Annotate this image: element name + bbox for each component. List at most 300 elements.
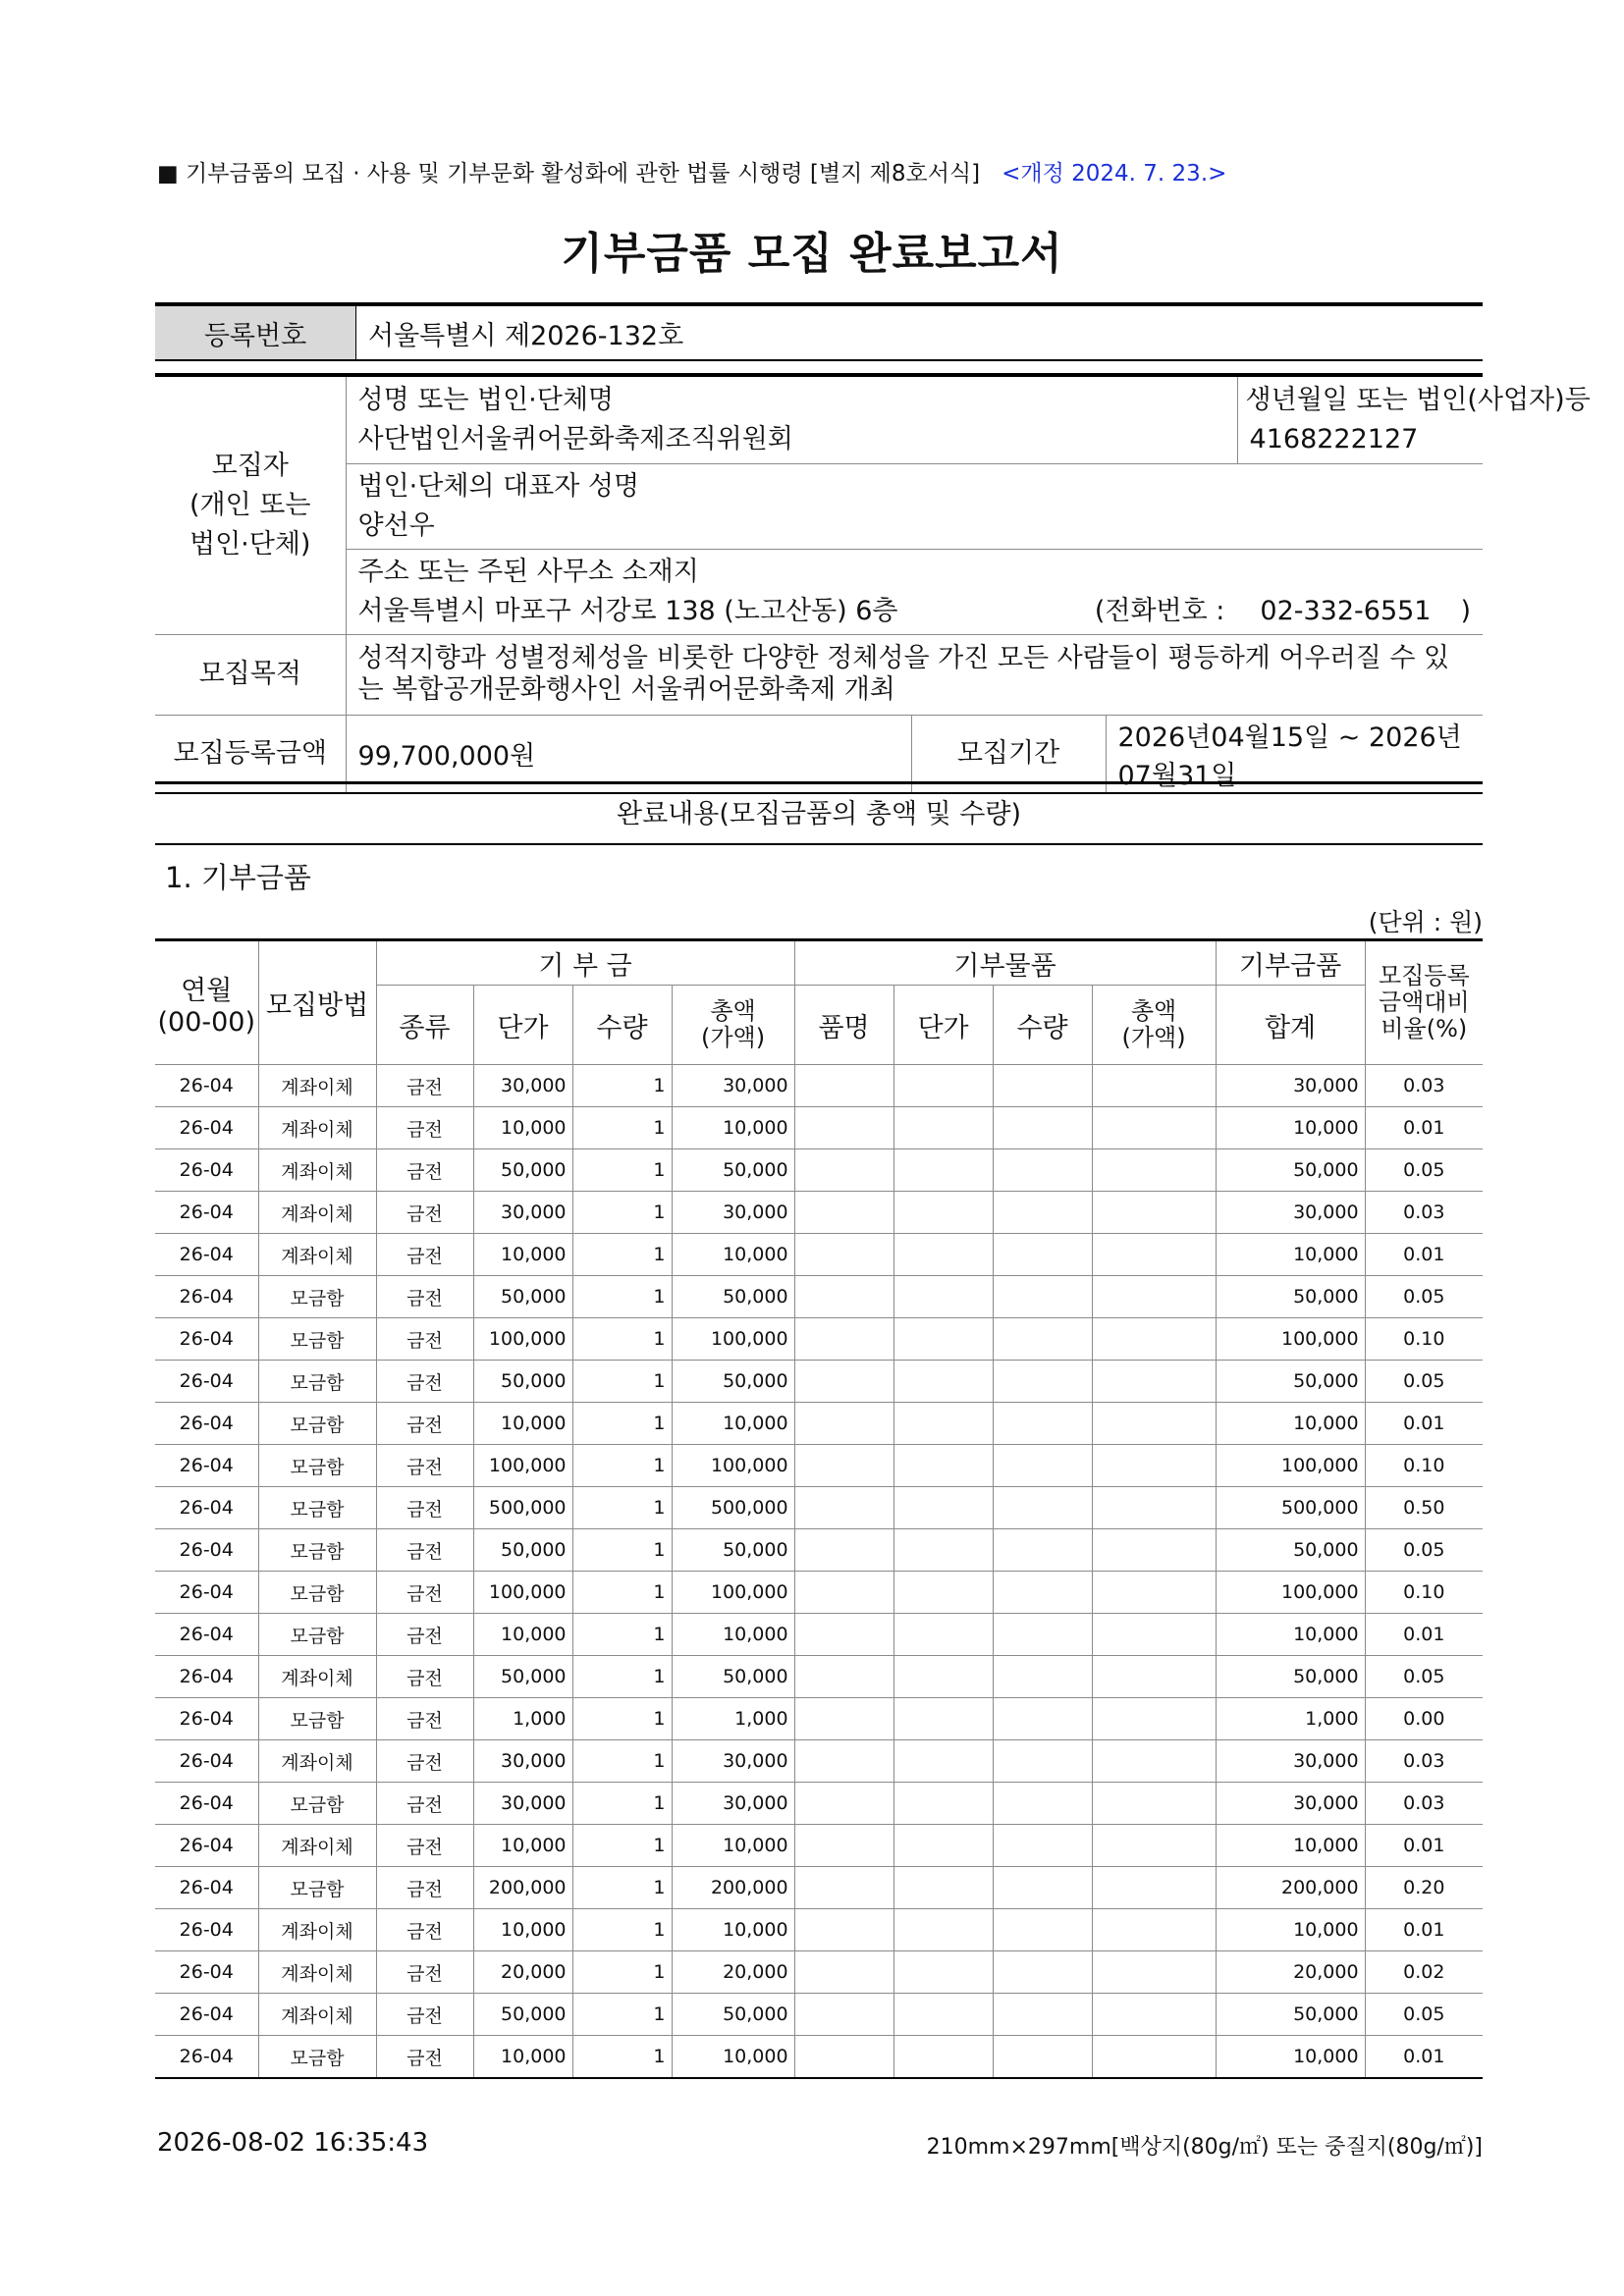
cell-item — [794, 1951, 893, 1994]
cell-qty: 1 — [572, 1487, 672, 1529]
cell-unit-price: 10,000 — [473, 1107, 572, 1149]
cell-goods-unit-price — [893, 1529, 993, 1572]
cell-amount: 30,000 — [672, 1783, 794, 1825]
phone-group — [1095, 592, 1471, 631]
cell-unit-price: 10,000 — [473, 1825, 572, 1867]
cell-item — [794, 1234, 893, 1276]
cell-goods-amount — [1092, 1529, 1216, 1572]
cell-qty: 1 — [572, 1572, 672, 1614]
cell-item — [794, 1867, 893, 1909]
cell-unit-price: 100,000 — [473, 1318, 572, 1361]
cell-date: 26-04 — [155, 1107, 258, 1149]
cell-amount: 50,000 — [672, 1276, 794, 1318]
cell-amount: 50,000 — [672, 1529, 794, 1572]
cell-goods-qty — [993, 1951, 1092, 1994]
cell-ratio: 0.00 — [1365, 1698, 1483, 1740]
cell-goods-unit-price — [893, 1909, 993, 1951]
cell-goods-qty — [993, 1909, 1092, 1951]
cell-kind: 금전 — [376, 1698, 473, 1740]
cell-unit-price: 50,000 — [473, 1994, 572, 2036]
cell-date: 26-04 — [155, 1065, 258, 1107]
col-qty-header: 수량 — [572, 986, 672, 1065]
purpose-label: 모집목적 — [155, 634, 346, 715]
cell-date: 26-04 — [155, 1149, 258, 1192]
cell-sum: 30,000 — [1216, 1065, 1365, 1107]
cell-goods-qty — [993, 1529, 1092, 1572]
col-method-header: 모집방법 — [258, 940, 376, 1065]
cell-item — [794, 1318, 893, 1361]
cell-date: 26-04 — [155, 1825, 258, 1867]
cell-amount: 10,000 — [672, 1825, 794, 1867]
cell-kind: 금전 — [376, 1403, 473, 1445]
cell-qty: 1 — [572, 1403, 672, 1445]
cell-goods-amount — [1092, 2036, 1216, 2079]
cell-goods-amount — [1092, 1234, 1216, 1276]
registration-table — [155, 302, 1483, 361]
cell-goods-qty — [993, 1318, 1092, 1361]
cell-method: 모금함 — [258, 1698, 376, 1740]
cell-goods-qty — [993, 1825, 1092, 1867]
cell-sum: 10,000 — [1216, 1825, 1365, 1867]
cell-ratio: 0.01 — [1365, 1234, 1483, 1276]
cell-date: 26-04 — [155, 1445, 258, 1487]
cell-date: 26-04 — [155, 1192, 258, 1234]
cell-method: 모금함 — [258, 1445, 376, 1487]
purpose-value: 성적지향과 성별정체성을 비롯한 다양한 정체성을 가진 모든 사람들이 평등하게 어우러질 수 있 는 복합공개문화행사인 서울퀴어문화축제 개최 — [346, 634, 1483, 715]
cell-goods-amount — [1092, 1445, 1216, 1487]
cell-goods-qty — [993, 1065, 1092, 1107]
cell-amount: 200,000 — [672, 1867, 794, 1909]
cell-item — [794, 1614, 893, 1656]
cell-amount: 100,000 — [672, 1445, 794, 1487]
cell-goods-unit-price — [893, 1192, 993, 1234]
cell-kind: 금전 — [376, 1529, 473, 1572]
cell-sum: 50,000 — [1216, 1149, 1365, 1192]
cell-kind: 금전 — [376, 1318, 473, 1361]
table-row — [155, 1107, 1483, 1149]
cell-sum: 10,000 — [1216, 1403, 1365, 1445]
representative-value: 양선우 — [357, 509, 435, 541]
cell-goods-unit-price — [893, 1614, 993, 1656]
cell-date: 26-04 — [155, 1318, 258, 1361]
cell-method: 모금함 — [258, 1572, 376, 1614]
cell-kind: 금전 — [376, 1065, 473, 1107]
col-goods-unit-price-header: 단가 — [893, 986, 993, 1065]
cell-date: 26-04 — [155, 2036, 258, 2079]
cell-item — [794, 2036, 893, 2079]
col-goods-amount-header: 총액 (가액) — [1092, 986, 1216, 1065]
cell-unit-price: 200,000 — [473, 1867, 572, 1909]
table-row — [155, 1403, 1483, 1445]
registration-label: 등록번호 — [155, 304, 356, 360]
cell-unit-price: 50,000 — [473, 1656, 572, 1698]
cell-goods-unit-price — [893, 1403, 993, 1445]
cell-sum: 30,000 — [1216, 1740, 1365, 1783]
cell-qty: 1 — [572, 2036, 672, 2079]
cell-method: 계좌이체 — [258, 1909, 376, 1951]
cell-qty: 1 — [572, 1951, 672, 1994]
cell-goods-qty — [993, 1572, 1092, 1614]
table-row — [155, 1740, 1483, 1783]
col-date-header: 연월 (00-00) — [155, 940, 258, 1065]
cell-goods-qty — [993, 1994, 1092, 2036]
cell-ratio: 0.10 — [1365, 1318, 1483, 1361]
cell-qty: 1 — [572, 1445, 672, 1487]
cell-goods-amount — [1092, 1107, 1216, 1149]
cell-unit-price: 50,000 — [473, 1276, 572, 1318]
cell-unit-price: 10,000 — [473, 1403, 572, 1445]
cell-method: 계좌이체 — [258, 1656, 376, 1698]
cell-goods-amount — [1092, 1825, 1216, 1867]
cell-ratio: 0.01 — [1365, 1614, 1483, 1656]
registration-value: 서울특별시 제2026-132호 — [368, 320, 684, 351]
cell-goods-amount — [1092, 1403, 1216, 1445]
cell-goods-amount — [1092, 1487, 1216, 1529]
cell-date: 26-04 — [155, 1740, 258, 1783]
cell-item — [794, 1572, 893, 1614]
cell-sum: 500,000 — [1216, 1487, 1365, 1529]
cell-kind: 금전 — [376, 1951, 473, 1994]
address-value: 서울특별시 마포구 서강로 138 (노고산동) 6층 — [357, 595, 898, 626]
cell-kind: 금전 — [376, 1656, 473, 1698]
cell-unit-price: 10,000 — [473, 1614, 572, 1656]
cell-sum: 10,000 — [1216, 1107, 1365, 1149]
cell-kind: 금전 — [376, 2036, 473, 2079]
completion-heading: 완료내용(모집금품의 총액 및 수량) — [155, 781, 1483, 845]
cell-unit-price: 10,000 — [473, 1234, 572, 1276]
cell-qty: 1 — [572, 1825, 672, 1867]
address-cell — [346, 549, 1483, 634]
goods-group-header: 기부물품 — [794, 940, 1216, 986]
revision-note: <개정 2024. 7. 23.> — [1001, 161, 1227, 187]
cell-amount: 10,000 — [672, 1234, 794, 1276]
cell-kind: 금전 — [376, 1445, 473, 1487]
cell-amount: 100,000 — [672, 1572, 794, 1614]
cell-sum: 50,000 — [1216, 1529, 1365, 1572]
cell-qty: 1 — [572, 1192, 672, 1234]
table-row — [155, 1909, 1483, 1951]
cell-date: 26-04 — [155, 1572, 258, 1614]
cell-goods-amount — [1092, 1572, 1216, 1614]
cell-method: 모금함 — [258, 1783, 376, 1825]
cell-unit-price: 30,000 — [473, 1192, 572, 1234]
cell-goods-qty — [993, 1487, 1092, 1529]
cell-goods-amount — [1092, 1192, 1216, 1234]
cell-item — [794, 1487, 893, 1529]
table-row — [155, 1487, 1483, 1529]
cell-method: 계좌이체 — [258, 1065, 376, 1107]
cell-date: 26-04 — [155, 1698, 258, 1740]
cell-sum: 10,000 — [1216, 2036, 1365, 2079]
cell-ratio: 0.05 — [1365, 1529, 1483, 1572]
table-row — [155, 1614, 1483, 1656]
cell-kind: 금전 — [376, 1487, 473, 1529]
cell-date: 26-04 — [155, 1234, 258, 1276]
table-row — [155, 1192, 1483, 1234]
cell-kind: 금전 — [376, 1740, 473, 1783]
cell-method: 계좌이체 — [258, 1234, 376, 1276]
cell-method: 모금함 — [258, 1403, 376, 1445]
total-group-header: 기부금품 — [1216, 940, 1365, 986]
table-row — [155, 1572, 1483, 1614]
cell-goods-unit-price — [893, 1783, 993, 1825]
collector-id-label: 생년월일 또는 법인(사업자)등 — [1245, 384, 1591, 415]
cell-sum: 100,000 — [1216, 1445, 1365, 1487]
cell-sum: 20,000 — [1216, 1951, 1365, 1994]
cell-ratio: 0.01 — [1365, 1825, 1483, 1867]
cell-sum: 50,000 — [1216, 1276, 1365, 1318]
cell-item — [794, 1740, 893, 1783]
cell-date: 26-04 — [155, 1487, 258, 1529]
cell-amount: 50,000 — [672, 1656, 794, 1698]
cell-sum: 100,000 — [1216, 1318, 1365, 1361]
cell-item — [794, 1825, 893, 1867]
cell-qty: 1 — [572, 1361, 672, 1403]
cell-kind: 금전 — [376, 1614, 473, 1656]
cell-unit-price: 100,000 — [473, 1445, 572, 1487]
cell-ratio: 0.03 — [1365, 1192, 1483, 1234]
cell-goods-amount — [1092, 1318, 1216, 1361]
cell-method: 모금함 — [258, 1361, 376, 1403]
cell-kind: 금전 — [376, 1867, 473, 1909]
cell-kind: 금전 — [376, 1783, 473, 1825]
table-row — [155, 1867, 1483, 1909]
phone-close: ) — [1460, 595, 1472, 626]
col-unit-price-header: 단가 — [473, 986, 572, 1065]
cell-sum: 100,000 — [1216, 1572, 1365, 1614]
cell-sum: 30,000 — [1216, 1192, 1365, 1234]
cell-item — [794, 1909, 893, 1951]
cell-item — [794, 1994, 893, 2036]
cell-goods-amount — [1092, 1065, 1216, 1107]
cell-date: 26-04 — [155, 1529, 258, 1572]
cell-date: 26-04 — [155, 1656, 258, 1698]
cell-goods-qty — [993, 1867, 1092, 1909]
cell-kind: 금전 — [376, 1192, 473, 1234]
cell-unit-price: 1,000 — [473, 1698, 572, 1740]
cell-goods-qty — [993, 2036, 1092, 2079]
cell-goods-amount — [1092, 1783, 1216, 1825]
cell-goods-qty — [993, 1698, 1092, 1740]
cell-goods-unit-price — [893, 1825, 993, 1867]
cell-unit-price: 30,000 — [473, 1783, 572, 1825]
cell-qty: 1 — [572, 1276, 672, 1318]
cell-unit-price: 20,000 — [473, 1951, 572, 1994]
section-title: 1. 기부금품 — [165, 861, 311, 894]
cell-ratio: 0.50 — [1365, 1487, 1483, 1529]
cell-qty: 1 — [572, 1149, 672, 1192]
cell-ratio: 0.01 — [1365, 2036, 1483, 2079]
cell-goods-unit-price — [893, 1487, 993, 1529]
cell-goods-qty — [993, 1234, 1092, 1276]
cell-goods-qty — [993, 1149, 1092, 1192]
cell-qty: 1 — [572, 1107, 672, 1149]
cell-date: 26-04 — [155, 1951, 258, 1994]
cell-ratio: 0.05 — [1365, 1361, 1483, 1403]
cell-sum: 10,000 — [1216, 1909, 1365, 1951]
cell-goods-qty — [993, 1276, 1092, 1318]
cell-amount: 500,000 — [672, 1487, 794, 1529]
cell-sum: 200,000 — [1216, 1867, 1365, 1909]
cell-amount: 50,000 — [672, 1994, 794, 2036]
donation-table — [155, 938, 1483, 2079]
cell-goods-amount — [1092, 1740, 1216, 1783]
amount-value: 99,700,000원 — [346, 715, 911, 793]
cell-goods-unit-price — [893, 1867, 993, 1909]
cell-kind: 금전 — [376, 1994, 473, 2036]
cell-goods-unit-price — [893, 1276, 993, 1318]
cell-goods-unit-price — [893, 1740, 993, 1783]
phone-label: (전화번호 : — [1094, 595, 1225, 626]
cell-goods-unit-price — [893, 1994, 993, 2036]
table-row — [155, 1698, 1483, 1740]
amount-label: 모집등록금액 — [155, 715, 346, 793]
table-row — [155, 1783, 1483, 1825]
table-row — [155, 1656, 1483, 1698]
cell-goods-qty — [993, 1403, 1092, 1445]
cell-amount: 30,000 — [672, 1740, 794, 1783]
cell-goods-amount — [1092, 1698, 1216, 1740]
cell-ratio: 0.05 — [1365, 1149, 1483, 1192]
cell-goods-unit-price — [893, 1361, 993, 1403]
cell-date: 26-04 — [155, 1783, 258, 1825]
cell-goods-unit-price — [893, 2036, 993, 2079]
cell-item — [794, 1403, 893, 1445]
col-kind-header: 종류 — [376, 986, 473, 1065]
cell-amount: 100,000 — [672, 1318, 794, 1361]
paper-spec: 210mm×297mm[백상지(80g/㎡) 또는 중질지(80g/㎡)] — [926, 2135, 1483, 2160]
cell-method: 계좌이체 — [258, 1149, 376, 1192]
unit-note: (단위 : 원) — [1368, 908, 1483, 936]
cell-method: 계좌이체 — [258, 1825, 376, 1867]
cell-date: 26-04 — [155, 1867, 258, 1909]
cell-method: 모금함 — [258, 1318, 376, 1361]
cell-goods-unit-price — [893, 1065, 993, 1107]
cell-item — [794, 1276, 893, 1318]
cell-unit-price: 30,000 — [473, 1740, 572, 1783]
cell-goods-unit-price — [893, 1318, 993, 1361]
cell-kind: 금전 — [376, 1572, 473, 1614]
cell-ratio: 0.03 — [1365, 1065, 1483, 1107]
cell-amount: 20,000 — [672, 1951, 794, 1994]
cell-ratio: 0.10 — [1365, 1445, 1483, 1487]
cell-unit-price: 500,000 — [473, 1487, 572, 1529]
representative-cell — [346, 463, 1483, 549]
cell-amount: 30,000 — [672, 1192, 794, 1234]
cell-method: 계좌이체 — [258, 1740, 376, 1783]
cell-goods-unit-price — [893, 1951, 993, 1994]
table-row — [155, 1234, 1483, 1276]
cell-kind: 금전 — [376, 1149, 473, 1192]
collector-name-value: 사단법인서울퀴어문화축제조직위원회 — [357, 423, 793, 454]
cell-method: 모금함 — [258, 2036, 376, 2079]
collector-label: 모집자 (개인 또는 법인·단체) — [155, 375, 346, 634]
table-row — [155, 1065, 1483, 1107]
cell-goods-unit-price — [893, 1149, 993, 1192]
cell-method: 모금함 — [258, 1487, 376, 1529]
cell-qty: 1 — [572, 1065, 672, 1107]
cell-sum: 10,000 — [1216, 1234, 1365, 1276]
cell-sum: 30,000 — [1216, 1783, 1365, 1825]
cell-amount: 10,000 — [672, 1614, 794, 1656]
cell-sum: 10,000 — [1216, 1614, 1365, 1656]
cell-ratio: 0.01 — [1365, 1403, 1483, 1445]
cell-unit-price: 10,000 — [473, 2036, 572, 2079]
cell-goods-amount — [1092, 1276, 1216, 1318]
cell-goods-unit-price — [893, 1234, 993, 1276]
cell-ratio: 0.02 — [1365, 1951, 1483, 1994]
cell-goods-qty — [993, 1656, 1092, 1698]
col-sum-header: 합계 — [1216, 986, 1365, 1065]
period-value: 2026년04월15일 ~ 2026년07월31일 — [1106, 715, 1483, 793]
table-row — [155, 1529, 1483, 1572]
collector-id-value: 4168222127 — [1249, 423, 1419, 454]
col-amount-header: 총액 (가액) — [672, 986, 794, 1065]
cell-method: 모금함 — [258, 1529, 376, 1572]
cell-goods-amount — [1092, 1656, 1216, 1698]
cell-kind: 금전 — [376, 1234, 473, 1276]
cell-goods-qty — [993, 1445, 1092, 1487]
cell-qty: 1 — [572, 1614, 672, 1656]
collector-name-label: 성명 또는 법인·단체명 — [357, 384, 614, 415]
table-row — [155, 1951, 1483, 1994]
cell-method: 계좌이체 — [258, 1192, 376, 1234]
cell-ratio: 0.03 — [1365, 1740, 1483, 1783]
cell-date: 26-04 — [155, 1361, 258, 1403]
cell-sum: 1,000 — [1216, 1698, 1365, 1740]
cell-ratio: 0.05 — [1365, 1994, 1483, 2036]
cell-sum: 50,000 — [1216, 1994, 1365, 2036]
cell-unit-price: 10,000 — [473, 1909, 572, 1951]
period-label: 모집기간 — [911, 715, 1106, 793]
cell-method: 계좌이체 — [258, 1951, 376, 1994]
table-row — [155, 1825, 1483, 1867]
cell-goods-qty — [993, 1783, 1092, 1825]
cell-unit-price: 50,000 — [473, 1361, 572, 1403]
cell-item — [794, 1445, 893, 1487]
cell-goods-amount — [1092, 1867, 1216, 1909]
table-row — [155, 2036, 1483, 2079]
cell-unit-price: 50,000 — [473, 1149, 572, 1192]
cell-qty: 1 — [572, 1867, 672, 1909]
cell-item — [794, 1529, 893, 1572]
cell-item — [794, 1783, 893, 1825]
cell-amount: 10,000 — [672, 1107, 794, 1149]
cell-unit-price: 50,000 — [473, 1529, 572, 1572]
cell-qty: 1 — [572, 1909, 672, 1951]
cell-sum: 50,000 — [1216, 1656, 1365, 1698]
cell-item — [794, 1361, 893, 1403]
cell-goods-qty — [993, 1740, 1092, 1783]
cell-qty: 1 — [572, 1234, 672, 1276]
cell-date: 26-04 — [155, 1909, 258, 1951]
cell-ratio: 0.20 — [1365, 1867, 1483, 1909]
legal-basis-line — [157, 155, 1226, 187]
table-row — [155, 1276, 1483, 1318]
collector-id-cell — [1237, 375, 1591, 463]
cell-goods-amount — [1092, 1149, 1216, 1192]
cell-ratio: 0.01 — [1365, 1107, 1483, 1149]
representative-label: 법인·단체의 대표자 성명 — [357, 470, 640, 502]
cell-qty: 1 — [572, 1656, 672, 1698]
cell-item — [794, 1149, 893, 1192]
cell-amount: 30,000 — [672, 1065, 794, 1107]
table-row — [155, 1361, 1483, 1403]
legal-basis: ■ 기부금품의 모집 · 사용 및 기부문화 활성화에 관한 법률 시행령 [별지 제8호서식] — [157, 161, 981, 187]
cell-ratio: 0.01 — [1365, 1909, 1483, 1951]
cell-kind: 금전 — [376, 1361, 473, 1403]
cell-date: 26-04 — [155, 1276, 258, 1318]
